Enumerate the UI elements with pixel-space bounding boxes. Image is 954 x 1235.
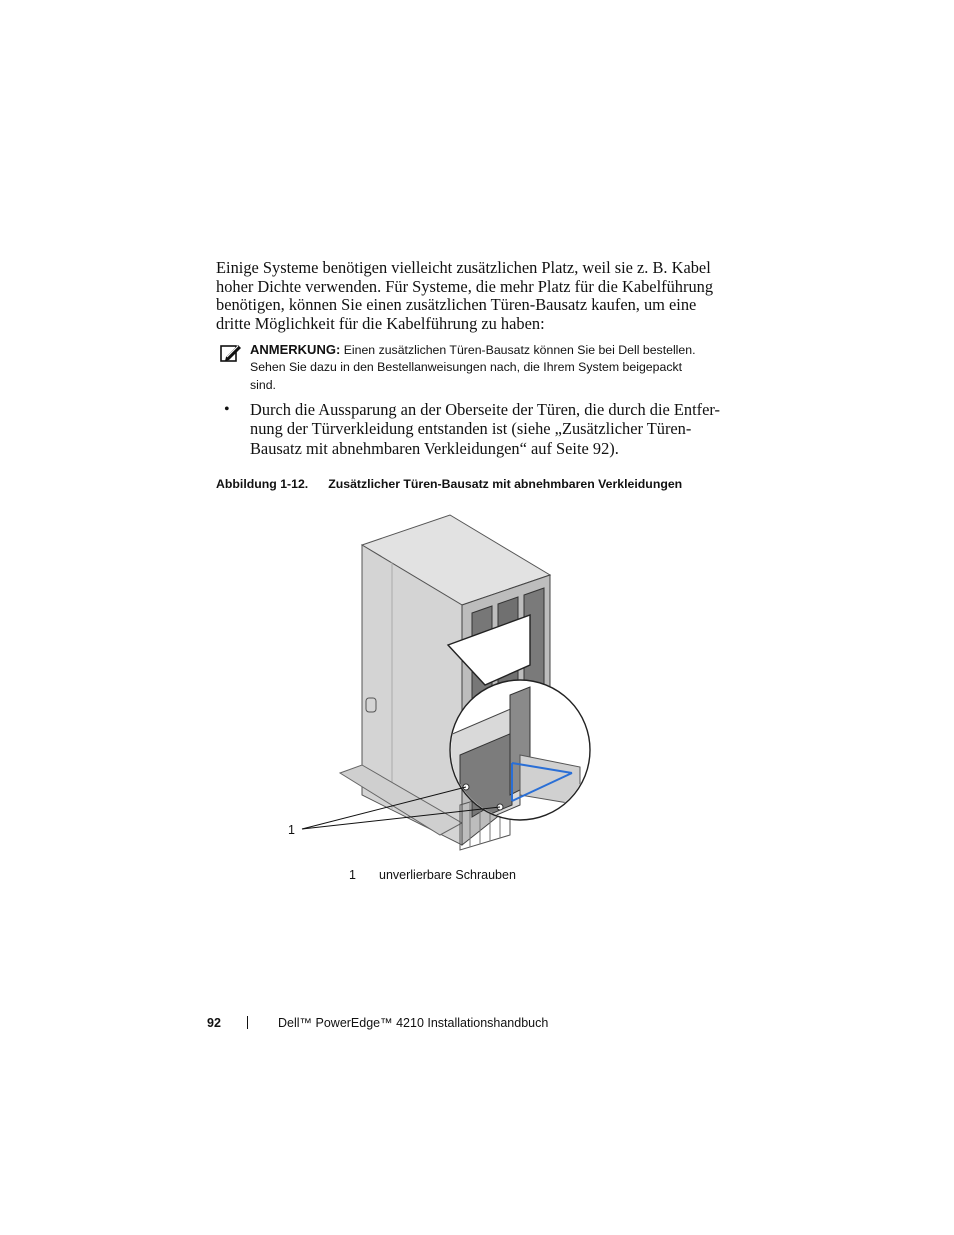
bullet-symbol: • (224, 401, 230, 418)
note-line: Einen zusätzlichen Türen-Bausatz können Sie bei Dell bestellen. (340, 343, 696, 357)
legend-text: unverlierbare Schrauben (379, 868, 516, 882)
note-text (250, 341, 720, 394)
intro-line: dritte Möglichkeit für die Kabelführung zu haben: (216, 313, 545, 333)
note-label: ANMERKUNG: (250, 342, 341, 357)
rack-door-illustration (280, 505, 610, 865)
page-footer (207, 1016, 548, 1030)
legend-number: 1 (349, 868, 356, 882)
pencil-note-icon (220, 343, 242, 363)
intro-line: hoher Dichte verwenden. Für Systeme, die mehr Platz für die Kabelführung (216, 276, 714, 296)
figure-title: Zusätzlicher Türen-Bausatz mit abnehmbaren Verkleidungen (328, 477, 683, 491)
figure-callout-1: 1 (288, 823, 295, 837)
bullet-line: Durch die Aussparung an der Oberseite der Türen, die durch die Entfer- (250, 400, 720, 419)
intro-line: Einige Systeme benötigen vielleicht zusätzlichen Platz, weil sie z. B. Kabel (216, 258, 711, 277)
figure-caption (216, 477, 682, 491)
bullet-line: nung der Türverkleidung entstanden ist (siehe „Zusätzlicher Türen- (250, 419, 692, 439)
figure-number: Abbildung 1-12. (216, 477, 309, 491)
intro-paragraph (216, 259, 716, 333)
intro-line: benötigen, können Sie einen zusätzlichen Türen-Bausatz kaufen, um eine (216, 295, 697, 315)
note-line: Sehen Sie dazu in den Bestellanweisungen nach, die Ihrem System beigepackt (250, 360, 683, 375)
bullet-line: Bausatz mit abnehmbaren Verkleidungen“ auf Seite 92). (250, 438, 619, 458)
note-line: sind. (250, 377, 276, 392)
page-number: 92 (207, 1016, 221, 1030)
figure-legend (349, 868, 516, 882)
bullet-text (250, 400, 720, 458)
footer-divider (247, 1016, 248, 1029)
footer-title: Dell™ PowerEdge™ 4210 Installationshandbuch (278, 1016, 549, 1030)
